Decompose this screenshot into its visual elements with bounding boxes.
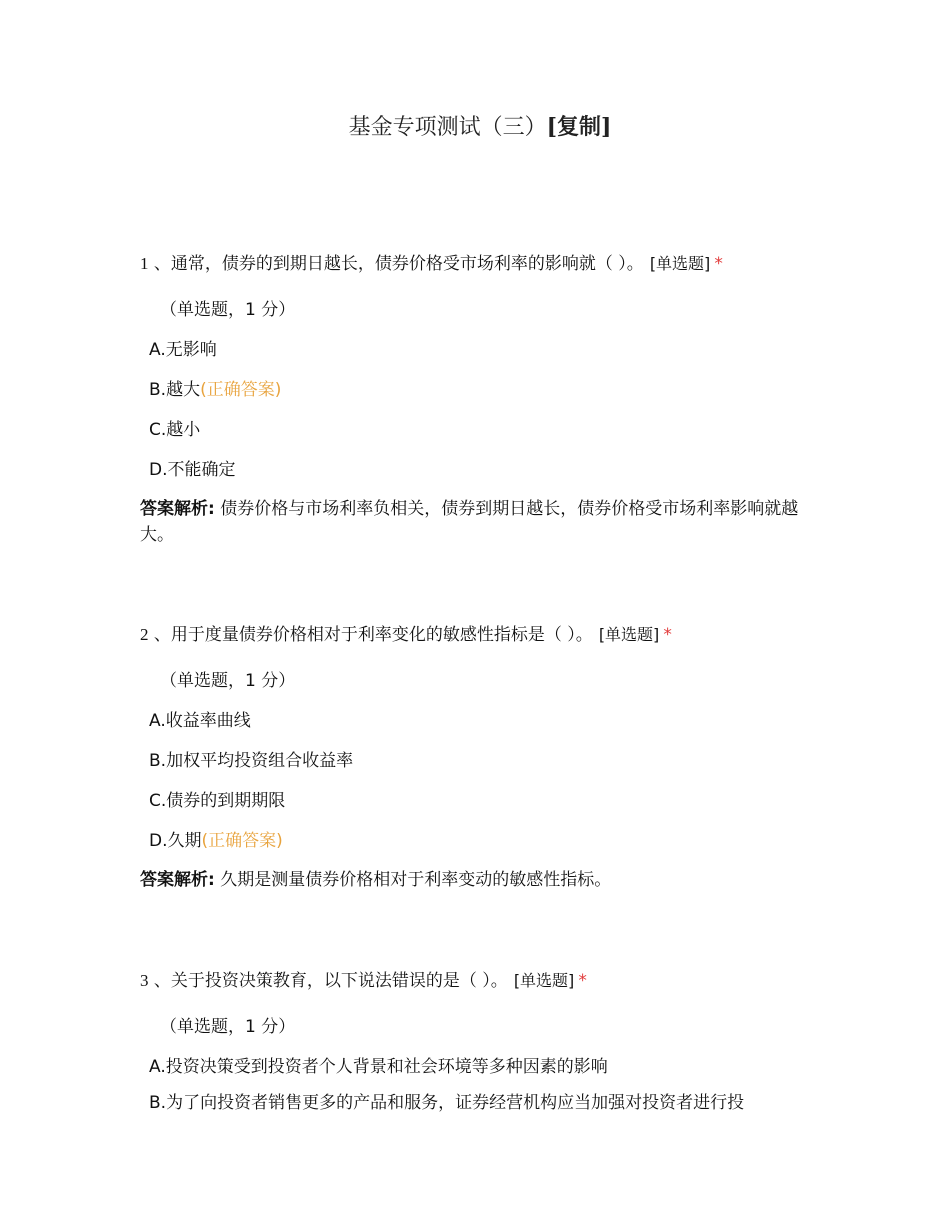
option-d[interactable]: [149, 456, 236, 484]
question-text: 关于投资决策教育，以下说法错误的是（ ）。: [170, 971, 508, 991]
analysis-text: 债券价格与市场利率负相关，债券到期日越长，债券价格受市场利率影响就越大。: [140, 499, 799, 545]
question-number-separator: 、: [148, 971, 171, 991]
question-number: 2: [140, 625, 149, 644]
question-stem: [140, 250, 820, 278]
option-a[interactable]: [149, 336, 217, 364]
question-number: 3: [140, 971, 149, 990]
option-a[interactable]: [149, 707, 251, 735]
option-text: B.加权平均投资组合收益率: [149, 751, 354, 771]
required-mark: *: [714, 254, 723, 274]
question-number-separator: 、: [148, 254, 171, 274]
option-text: D.久期: [149, 831, 202, 851]
question-type-tag: [单选题]: [513, 971, 575, 990]
question-text: 用于度量债券价格相对于利率变化的敏感性指标是（ ）。: [170, 625, 593, 645]
question-score-meta: （单选题，1 分）: [160, 300, 296, 320]
question-3: [140, 967, 820, 1113]
question-2: [140, 621, 820, 890]
answer-analysis: [140, 496, 820, 548]
option-text: D.不能确定: [149, 460, 236, 480]
question-text: 通常，债券的到期日越长，债券价格受市场利率的影响就（ ）。: [170, 254, 644, 274]
option-b[interactable]: [149, 376, 281, 404]
option-d[interactable]: [149, 827, 283, 855]
analysis-label: 答案解析:: [140, 870, 215, 890]
option-c[interactable]: [149, 416, 200, 444]
option-c[interactable]: [149, 787, 285, 815]
option-text: A.收益率曲线: [149, 711, 251, 731]
question-stem: [140, 967, 820, 995]
answer-analysis: [140, 867, 820, 893]
question-type-tag: [单选题]: [598, 625, 660, 644]
option-b[interactable]: [149, 747, 353, 775]
question-number-separator: 、: [148, 625, 171, 645]
question-stem: [140, 621, 820, 649]
option-text: C.越小: [149, 420, 201, 440]
option-text: A.投资决策受到投资者个人背景和社会环境等多种因素的影响: [149, 1057, 608, 1077]
correct-answer-tag: (正确答案): [200, 380, 282, 400]
correct-answer-tag: (正确答案): [201, 831, 283, 851]
required-mark: *: [663, 625, 672, 645]
option-text: C.债券的到期期限: [149, 791, 286, 811]
page-title: [0, 110, 950, 141]
question-score-meta: （单选题，1 分）: [160, 671, 296, 691]
analysis-text: 久期是测量债券价格相对于利率变动的敏感性指标。: [220, 870, 612, 890]
required-mark: *: [578, 971, 587, 991]
copy-tag: [复制]: [546, 114, 612, 140]
question-type-tag: [单选题]: [649, 254, 711, 273]
option-text: B.为了向投资者销售更多的产品和服务，证券经营机构应当加强对投资者进行投: [149, 1093, 745, 1113]
option-b[interactable]: [149, 1089, 744, 1117]
question-score-meta: （单选题，1 分）: [160, 1017, 296, 1037]
analysis-label: 答案解析:: [140, 499, 215, 519]
question-number: 1: [140, 254, 149, 273]
page-title-text: 基金专项测试（三）: [348, 115, 547, 140]
option-text: B.越大: [149, 380, 201, 400]
option-text: A.无影响: [149, 340, 217, 360]
question-1: [140, 250, 820, 545]
option-a[interactable]: [149, 1053, 608, 1081]
